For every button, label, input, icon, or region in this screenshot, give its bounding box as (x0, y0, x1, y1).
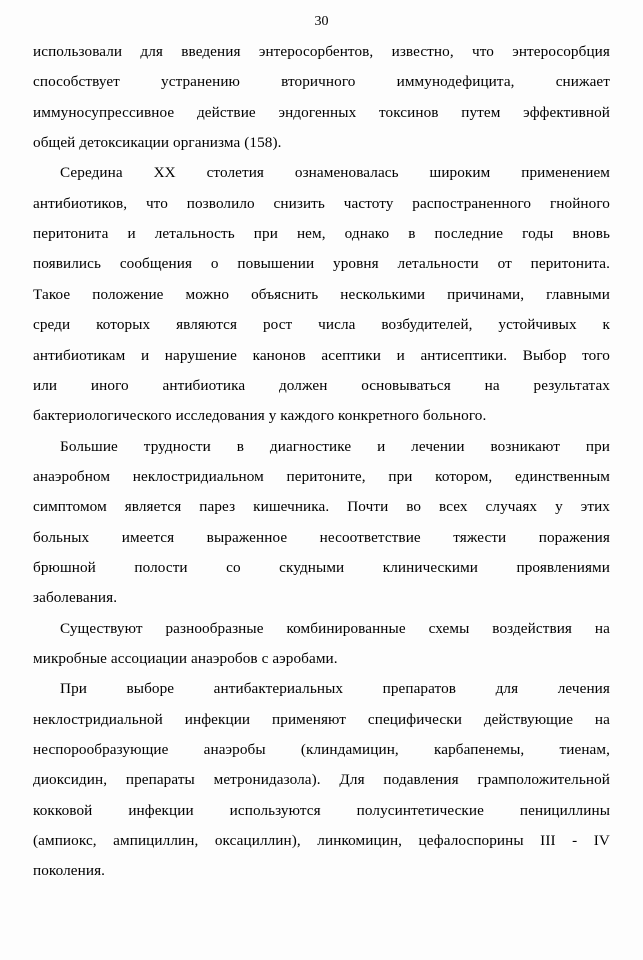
text-line: диоксидин, препараты метронидазола). Для подавления грамположительной (33, 771, 610, 789)
text-line: заболевания. (33, 589, 118, 607)
text-line: среди которых являются рост числа возбудителей, устойчивых к (33, 316, 610, 334)
text-line: При выборе антибактериальных препаратов для лечения (60, 680, 610, 698)
text-line: антибиотиков, что позволило снизить частоту распостраненного гнойного (33, 194, 610, 212)
text-line: перитонита и летальность при нем, однако в последние годы вновь (33, 225, 610, 243)
text-line: иммуносупрессивное действие эндогенных токсинов путем эффективной (33, 103, 610, 121)
text-line: (ампиокс, ампициллин, оксациллин), линкомицин, цефалоспорины III - IV (33, 832, 610, 850)
page-number: 30 (314, 14, 329, 29)
text-line: поколения. (33, 862, 106, 880)
text-line: кокковой инфекции используются полусинтетические пенициллины (33, 801, 610, 819)
text-line: появились сообщения о повышении уровня летальности от перитонита. (33, 255, 610, 273)
text-line: Существуют разнообразные комбинированные схемы воздействия на (60, 619, 610, 637)
text-line: брюшной полости со скудными клиническими проявлениями (33, 558, 610, 576)
text-line: антибиотикам и нарушение канонов асептики и антисептики. Выбор того (33, 346, 610, 364)
text-line: бактериологического исследования у каждого конкретного больного. (33, 407, 487, 425)
text-line: больных имеется выраженное несоответствие тяжести поражения (33, 528, 610, 546)
text-line: Середина XX столетия ознаменовалась широким применением (60, 164, 610, 182)
text-line: микробные ассоциации анаэробов с аэробами. (33, 650, 338, 667)
text-line: неклостридиальной инфекции применяют специфически действующие на (33, 710, 610, 728)
text-line: или иного антибиотика должен основываться на результатах (33, 376, 610, 394)
text-line: симптомом является парез кишечника. Почти во всех случаях у этих (33, 498, 610, 516)
text-line: общей детоксикации организма (158). (33, 134, 282, 152)
text-line: анаэробном неклостридиальном перитоните, при котором, единственным (33, 467, 610, 485)
text-line: неспорообразующие анаэробы (клиндамицин, карбапенемы, тиенам, (33, 741, 610, 759)
text-line: Такое положение можно объяснить несколькими причинами, главными (33, 285, 610, 303)
text-line: способствует устранению вторичного иммунодефицита, снижает (33, 73, 610, 91)
text-line: использовали для введения энтеросорбентов, известно, что энтеросорбция (33, 43, 610, 60)
text-line: Большие трудности в диагностике и лечении возникают при (60, 437, 610, 455)
